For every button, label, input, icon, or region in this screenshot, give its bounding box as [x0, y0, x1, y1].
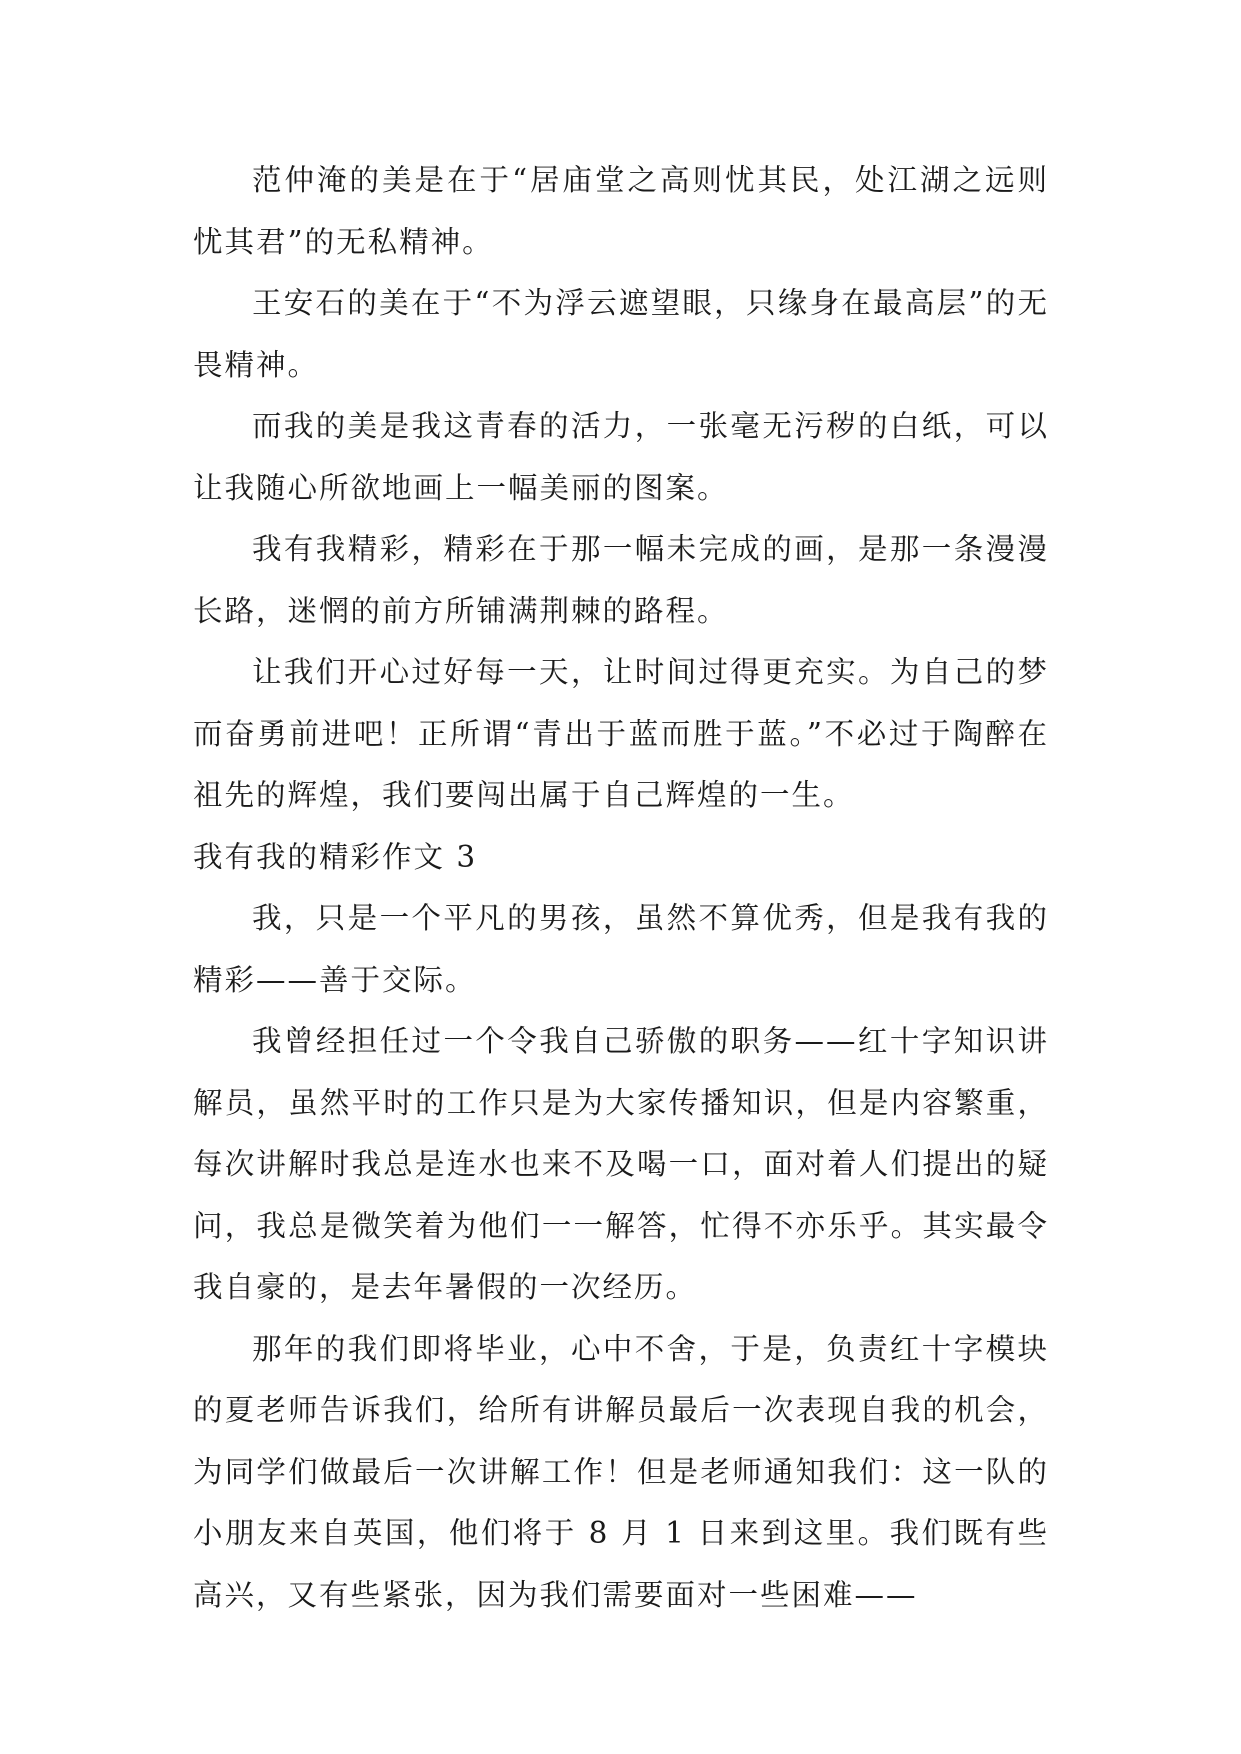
paragraph-fan-zhongyan: 范仲淹的美是在于“居庙堂之高则忧其民，处江湖之远则忧其君”的无私精神。: [193, 163, 1049, 259]
paragraph-ordinary-boy: 我，只是一个平凡的男孩，虽然不算优秀，但是我有我的精彩——善于交际。: [193, 901, 1049, 997]
document-body: [193, 150, 1049, 1626]
paragraph-youth-vitality: 而我的美是我这青春的活力，一张毫无污秽的白纸，可以让我随心所欲地画上一幅美丽的图案。: [193, 409, 1049, 505]
section-title: 我有我的精彩作文 3: [193, 839, 478, 874]
paragraph-live-fully: 让我们开心过好每一天，让时间过得更充实。为自己的梦而奋勇前进吧！正所谓“青出于蓝而胜于蓝。”不必过于陶醉在祖先的辉煌，我们要闯出属于自己辉煌的一生。: [193, 655, 1049, 812]
paragraph-graduation-year: 那年的我们即将毕业，心中不舍，于是，负责红十字模块的夏老师告诉我们，给所有讲解员最后一次表现自我的机会，为同学们做最后一次讲解工作！但是老师通知我们：这一队的小朋友来自英国，他们将于 8 月 1 日来到这里。我们既有些高兴，又有些紧张，因为我们需要面对一些困难——: [193, 1331, 1049, 1612]
paragraph-wang-anshi: 王安石的美在于“不为浮云遮望眼，只缘身在最高层”的无畏精神。: [193, 286, 1049, 382]
paragraph-red-cross-guide: 我曾经担任过一个令我自己骄傲的职务——红十字知识讲解员，虽然平时的工作只是为大家传播知识，但是内容繁重，每次讲解时我总是连水也来不及喝一口，面对着人们提出的疑问，我总是微笑着为他们一一解答，忙得不亦乐乎。其实最令我自豪的，是去年暑假的一次经历。: [193, 1024, 1049, 1304]
paragraph-my-brilliance: 我有我精彩，精彩在于那一幅未完成的画，是那一条漫漫长路，迷惘的前方所铺满荆棘的路程。: [193, 532, 1049, 628]
